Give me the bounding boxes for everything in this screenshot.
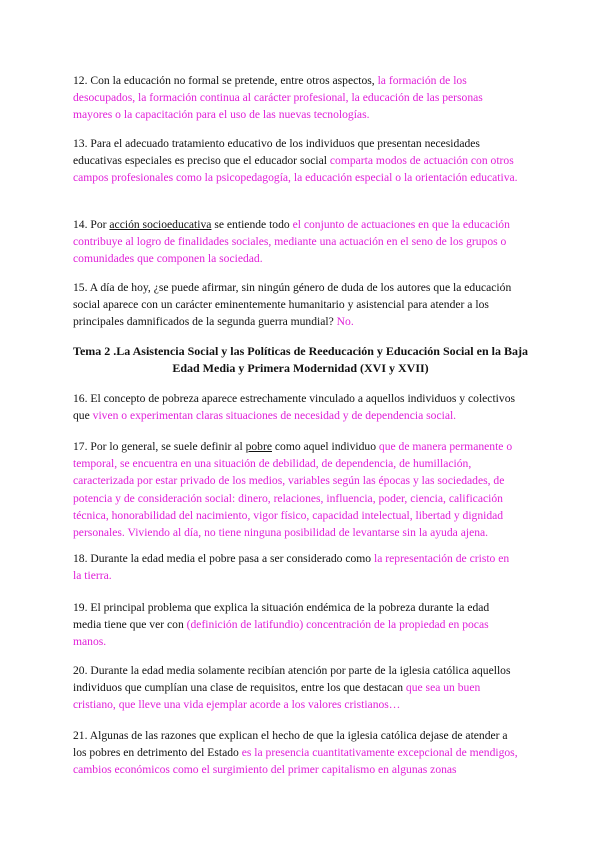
question-14-answer: el conjunto de actuaciones en que la educación contribuye al logro de finalidades sociales, mediante una actuación en el seno de los grupos o comunidades que componen la sociedad. xyxy=(73,218,510,266)
question-18-answer: la representación de cristo en la tierra. xyxy=(73,552,510,583)
question-15-answer: No. xyxy=(336,315,354,329)
question-16 xyxy=(73,390,518,424)
question-14 xyxy=(73,216,518,268)
section-heading: Tema 2 .La Asistencia Social y las Políticas de Reeducación y Educación Social en la Baja Edad Media y Primera Modernidad (XVI y XVII) xyxy=(73,344,528,376)
question-13-text: 13. Para el adecuado tratamiento educativo de los individuos que presentan necesidades educativas especiales es preciso que el educador social xyxy=(73,137,480,168)
question-20-text: 20. Durante la edad media solamente recibían atención por parte de la iglesia católica aquellos individuos que cumplían una clase de requisitos, entre los que destacan xyxy=(73,664,511,695)
question-16-text: 16. El concepto de pobreza aparece estrechamente vinculado a aquellos individuos y colectivos que xyxy=(73,392,516,423)
question-21-text: 21. Algunas de las razones que explican el hecho de que la iglesia católica dejase de atender a los pobres en detrimento del Estado xyxy=(73,729,508,760)
question-16-answer: viven o experimentan claras situaciones de necesidad y de dependencia social. xyxy=(92,409,457,423)
question-19 xyxy=(73,599,518,651)
question-19-answer: (definición de latifundio) concentración de la propiedad en pocas manos. xyxy=(73,618,489,649)
question-17-text-after: como aquel individuo xyxy=(271,440,379,453)
question-12-text: 12. Con la educación no formal se pretende, entre otros aspectos, xyxy=(73,74,378,87)
question-13-answer: comparta modos de actuación con otros campos profesionales como la psicopedagogía, la educación especial o la orientación educativa. xyxy=(73,154,518,185)
question-20 xyxy=(73,662,518,714)
question-14-text-after: se entiende todo xyxy=(211,218,293,231)
question-13 xyxy=(73,135,518,187)
question-17 xyxy=(73,438,518,541)
question-20-answer: que sea un buen cristiano, que lleve una vida ejemplar acorde a los valores cristianos… xyxy=(73,681,481,712)
question-17-text-before: 17. Por lo general, se suele definir al xyxy=(73,440,246,453)
question-17-answer: que de manera permanente o temporal, se encuentra en una situación de debilidad, de dependencia, de humillación, caracterizada por estar privado de los medios, variables según las épocas y las sociedades, de potencia y de consideración social: dinero, relaciones, influencia, poder, ciencia, calificación técnica, honorabilidad del nacimiento, vigor físico, capacidad intelectual, libertad y dignidad personales. Viviendo al día, no tiene ninguna posibilidad de levantarse sin la ayuda ajena. xyxy=(73,440,513,540)
question-12 xyxy=(73,72,518,124)
question-18 xyxy=(73,550,518,584)
question-21-answer: es la presencia cuantitativamente excepcional de mendigos, cambios económicos como el surgimiento del primer capitalismo en algunas zonas xyxy=(73,746,518,777)
question-14-text-before: 14. Por xyxy=(73,218,110,231)
question-18-text: 18. Durante la edad media el pobre pasa a ser considerado como xyxy=(73,552,374,565)
question-17-underlined-term: pobre xyxy=(245,440,272,453)
question-15-text: 15. A día de hoy, ¿se puede afirmar, sin ningún género de duda de los autores que la educación social aparece con un carácter eminentemente humanitario y asistencial para atender a los principales damnificados de la segunda guerra mundial? xyxy=(73,281,512,329)
question-14-underlined-term: acción socioeducativa xyxy=(109,218,212,231)
question-19-text: 19. El principal problema que explica la situación endémica de la pobreza durante la edad media tiene que ver con xyxy=(73,601,490,632)
question-12-answer: la formación de los desocupados, la formación continua al carácter profesional, la educación de las personas mayores o la capacitación para el uso de las nuevas tecnologías. xyxy=(73,74,483,122)
question-15 xyxy=(73,279,518,331)
question-21 xyxy=(73,727,518,779)
